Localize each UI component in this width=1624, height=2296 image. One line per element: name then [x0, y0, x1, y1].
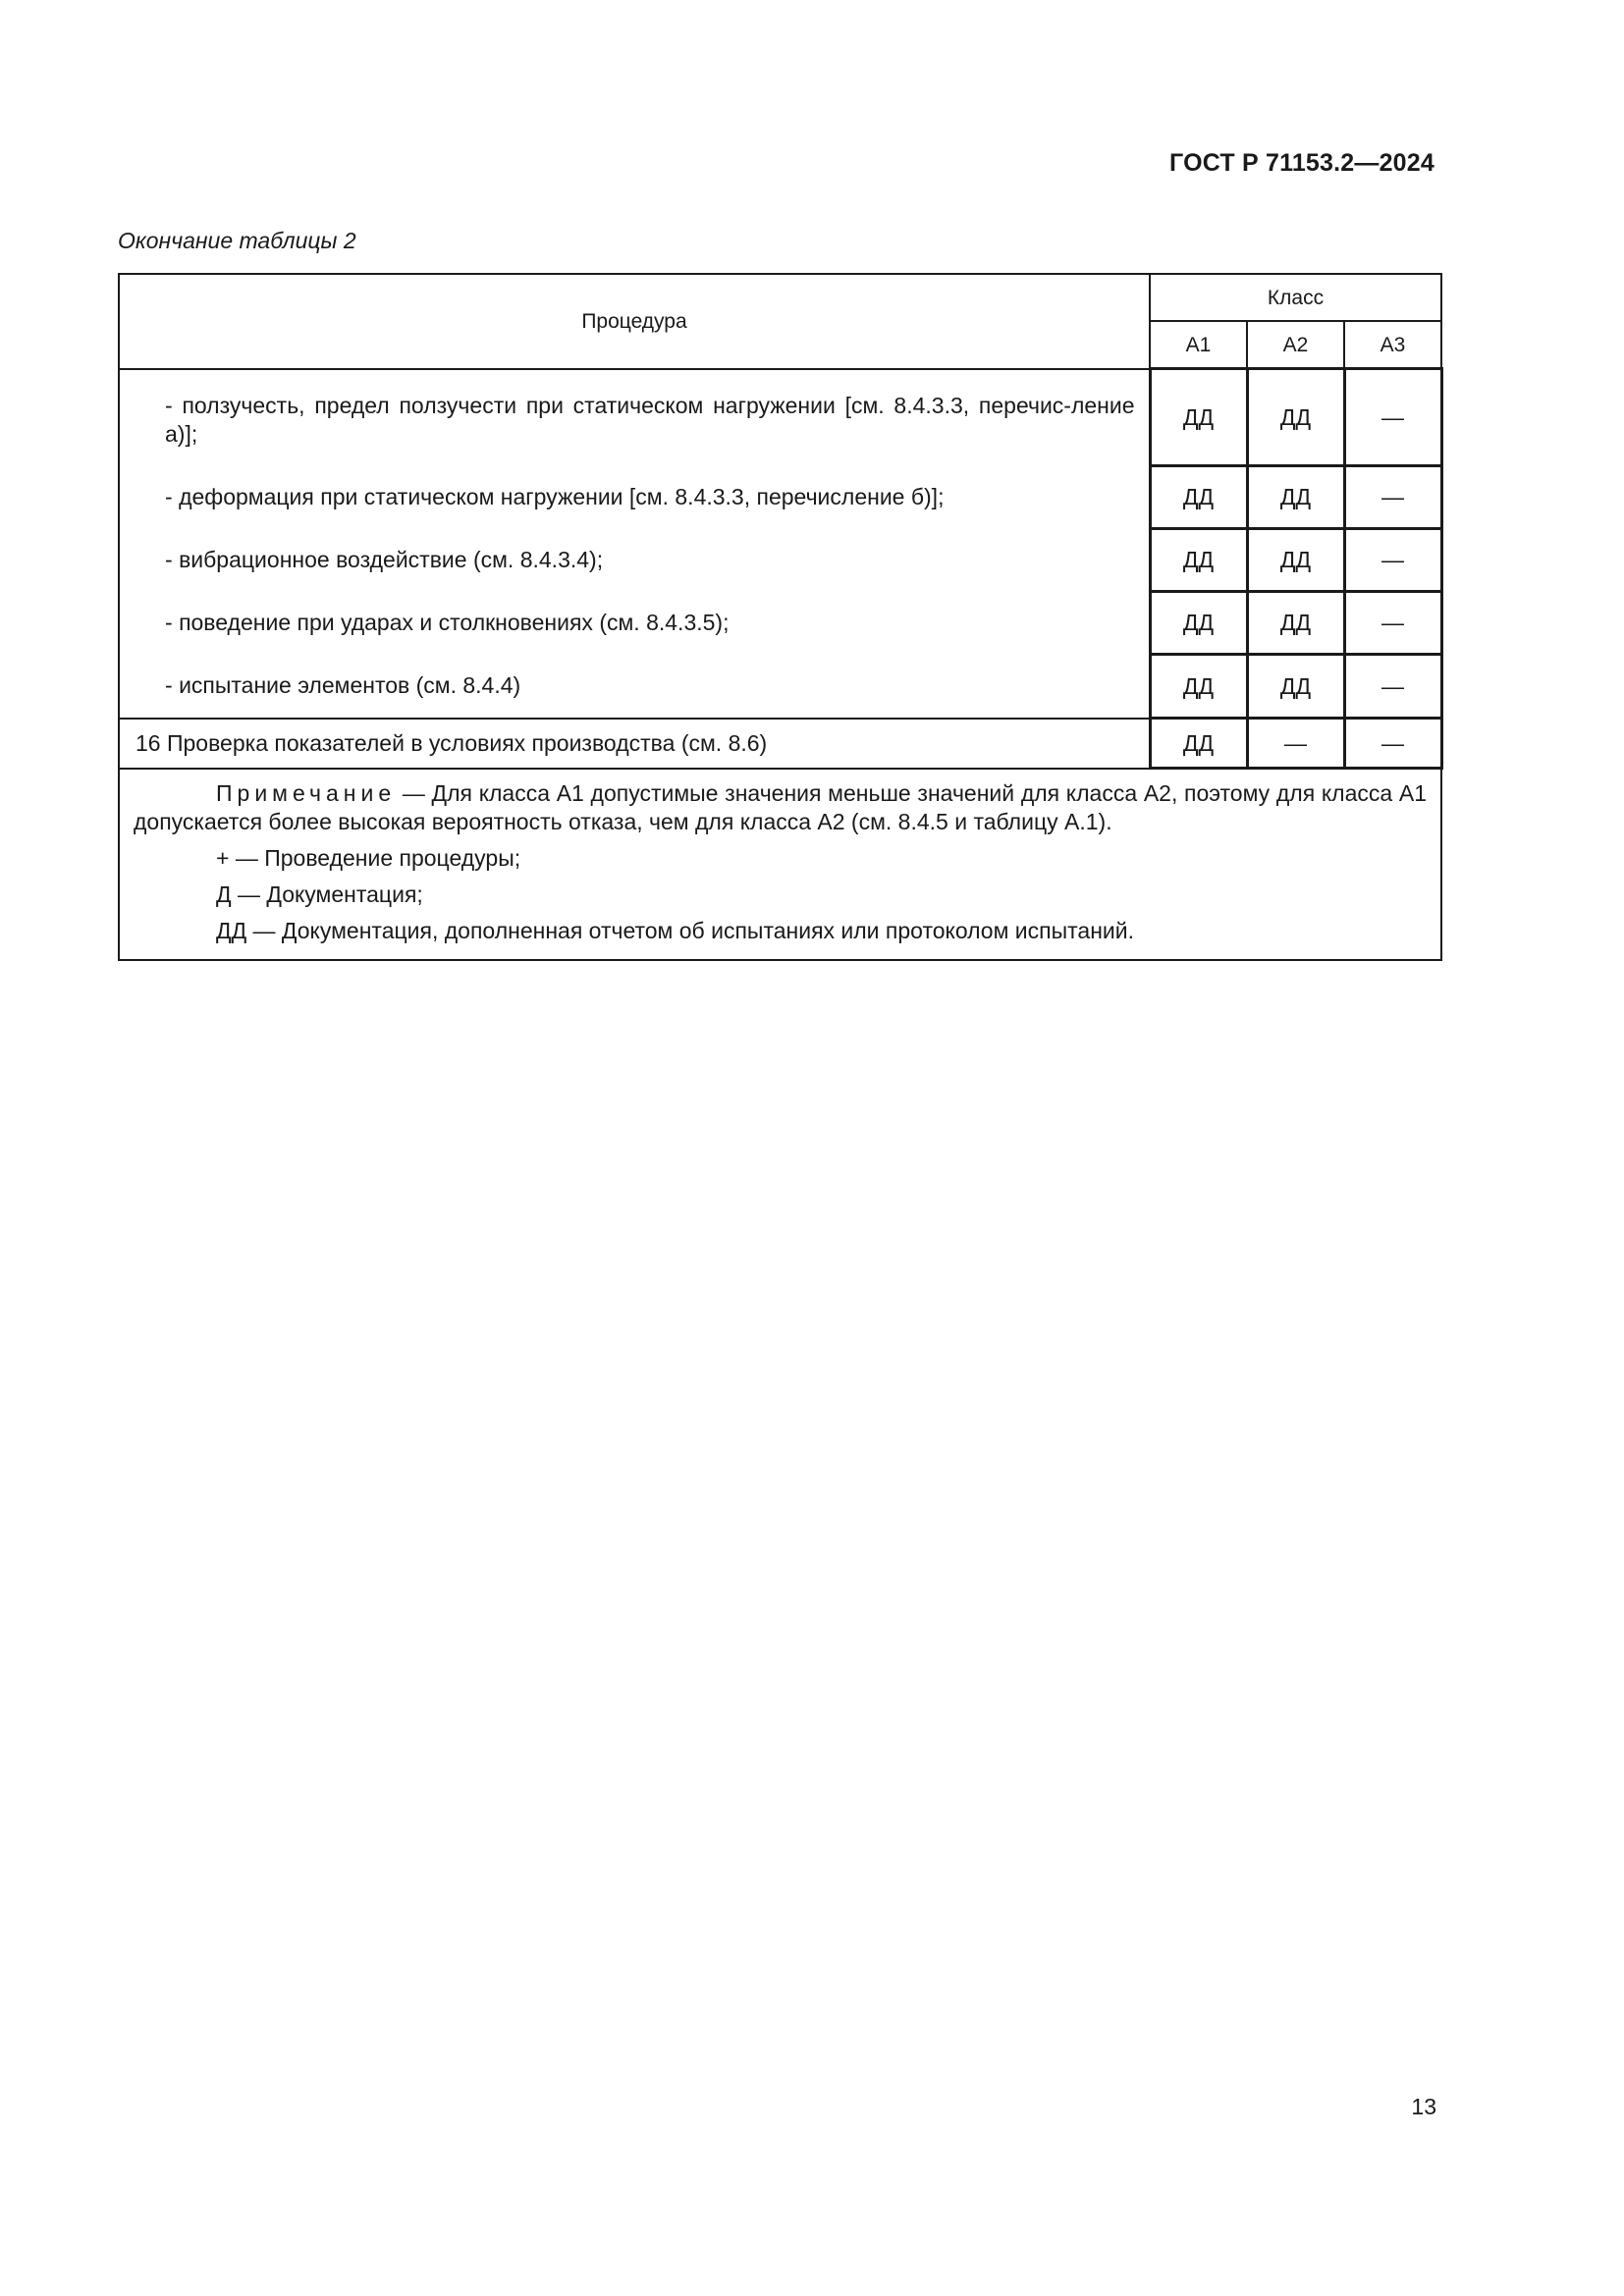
procedure-cell — [119, 369, 1150, 466]
bullet-dash: - — [165, 672, 173, 698]
procedure-cell — [119, 592, 1150, 655]
procedure-label: ползучесть, предел ползучести при статическом нагружении [см. 8.4.3.3, перечис-ление а)]; — [165, 392, 1135, 447]
procedure-label: испытание элементов (см. 8.4.4) — [179, 672, 521, 698]
procedure-text — [135, 671, 1135, 700]
legend-item: Д — Документация; — [216, 881, 423, 907]
value-a2: — — [1247, 719, 1344, 769]
procedure-label: поведение при ударах и столкновениях (см. 8.4.3.5); — [179, 610, 730, 635]
note-cell — [119, 769, 1441, 961]
legend-item: + — Проведение процедуры; — [216, 845, 521, 871]
procedure-text — [135, 609, 1135, 637]
value-a2: ДД — [1247, 655, 1344, 719]
header-class-a1: А1 — [1150, 321, 1247, 369]
table-row — [119, 466, 1441, 529]
header-procedure: Процедура — [119, 274, 1150, 369]
value-a3: — — [1344, 466, 1441, 529]
note-paragraph — [134, 779, 1427, 836]
procedure-text — [135, 392, 1135, 449]
legend-item: ДД — Документация, дополненная отчетом об испытаниях или протоколом испытаний. — [216, 918, 1134, 943]
value-a1: ДД — [1150, 719, 1247, 769]
value-a2: ДД — [1247, 592, 1344, 655]
table-row — [119, 592, 1441, 655]
note-row — [119, 769, 1441, 961]
bullet-dash: - — [165, 484, 173, 509]
value-a1: ДД — [1150, 655, 1247, 719]
table-row — [119, 655, 1441, 719]
procedure-text — [135, 546, 1135, 574]
note-label: Примечание — [216, 780, 397, 806]
header-class-a2: А2 — [1247, 321, 1344, 369]
value-a3: — — [1344, 592, 1441, 655]
bullet-dash: - — [165, 547, 173, 572]
procedure-label: деформация при статическом нагружении [см. 8.4.3.3, перечисление б)]; — [179, 484, 945, 509]
value-a1: ДД — [1150, 466, 1247, 529]
page-number: 13 — [1411, 2094, 1436, 2119]
document-code: ГОСТ Р 71153.2—2024 — [1169, 149, 1435, 177]
value-a2: ДД — [1247, 466, 1344, 529]
procedure-item16: 16 Проверка показателей в условиях производства (см. 8.6) — [119, 719, 1150, 769]
header-class-a3: А3 — [1344, 321, 1441, 369]
procedure-cell — [119, 655, 1150, 719]
table-row — [119, 369, 1441, 466]
value-a3: — — [1344, 655, 1441, 719]
table-row-item16 — [119, 719, 1441, 769]
value-a1: ДД — [1150, 529, 1247, 592]
value-a2: ДД — [1247, 529, 1344, 592]
procedure-label: вибрационное воздействие (см. 8.4.3.4); — [179, 547, 604, 572]
procedure-cell — [119, 529, 1150, 592]
value-a1: ДД — [1150, 592, 1247, 655]
value-a3: — — [1344, 369, 1441, 466]
value-a3: — — [1344, 719, 1441, 769]
note-text: — Для класса А1 допустимые значения меньше значений для класса А2, поэтому для класса А1 допускается более высокая вероятность отказа, чем для класса А2 (см. 8.4.5 и таблицу А.1). — [134, 780, 1428, 834]
value-a3: — — [1344, 529, 1441, 592]
table-row — [119, 529, 1441, 592]
bullet-dash: - — [165, 392, 173, 418]
procedure-cell — [119, 466, 1150, 529]
header-class: Класс — [1150, 274, 1441, 321]
bullet-dash: - — [165, 610, 173, 635]
table-caption: Окончание таблицы 2 — [118, 228, 356, 253]
table-header-row — [119, 274, 1441, 321]
value-a1: ДД — [1150, 369, 1247, 466]
procedures-table — [118, 273, 1443, 961]
value-a2: ДД — [1247, 369, 1344, 466]
procedure-text — [135, 483, 1135, 511]
